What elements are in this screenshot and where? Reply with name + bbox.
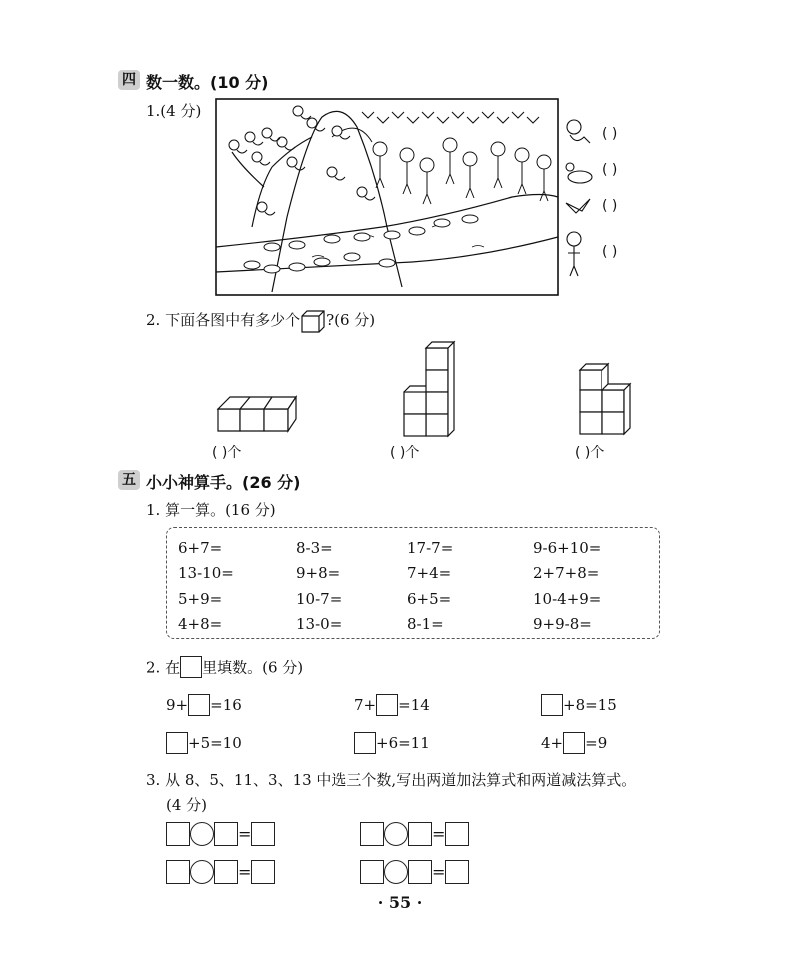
answer-box[interactable]: [166, 732, 188, 754]
legend-icons: [560, 115, 600, 285]
equals-sign: =: [238, 824, 252, 844]
fill-pre: 9+: [166, 696, 189, 714]
operator-circle[interactable]: [190, 860, 214, 884]
fill-pre: 7+: [354, 696, 377, 714]
calc-item[interactable]: 4+8=: [178, 615, 223, 633]
operator-circle[interactable]: [384, 822, 408, 846]
number-box[interactable]: [166, 860, 190, 884]
answer-figure-1[interactable]: ( )个: [212, 445, 242, 461]
bird-icon: [566, 199, 590, 213]
answer-children[interactable]: ( ): [602, 244, 618, 260]
calc-item[interactable]: 9+8=: [296, 564, 341, 582]
equation-template: [360, 822, 469, 846]
answer-box[interactable]: [188, 694, 210, 716]
q5-3-label: 3. 从 8、5、11、3、13 中选三个数,写出两道加法算式和两道减法算式。: [146, 771, 637, 789]
fill-post: +6=11: [376, 734, 430, 752]
answer-ducks[interactable]: ( ): [602, 162, 618, 178]
q5-2-label-pre: 2. 在: [146, 658, 181, 677]
answer-birds[interactable]: ( ): [602, 198, 618, 214]
number-box[interactable]: [408, 860, 432, 884]
answer-figure-3[interactable]: ( )个: [575, 445, 605, 461]
result-box[interactable]: [251, 860, 275, 884]
fill-item: [354, 732, 430, 754]
calc-item[interactable]: 7+4=: [407, 564, 452, 582]
equation-template: [166, 822, 275, 846]
q5-1-label: 1. 算一算。(16 分): [146, 501, 276, 519]
fill-post: =16: [210, 696, 242, 714]
calc-item[interactable]: 9+9-8=: [533, 615, 592, 633]
q5-2-label-post: 里填数。(6 分): [202, 658, 304, 677]
page-number: · 55 ·: [377, 893, 423, 912]
counting-scene-illustration: [212, 97, 562, 297]
q5-2-label: [146, 656, 303, 678]
number-box[interactable]: [166, 822, 190, 846]
calc-item[interactable]: 6+5=: [407, 590, 452, 608]
monkey-icon: [567, 120, 581, 134]
answer-box[interactable]: [354, 732, 376, 754]
cube-figure-2: [400, 338, 460, 438]
calc-item[interactable]: 10-7=: [296, 590, 343, 608]
cube-icon: [300, 309, 326, 333]
calc-item[interactable]: 8-3=: [296, 539, 333, 557]
q4-2-label-pre: 2. 下面各图中有多少个: [146, 311, 301, 329]
calc-item[interactable]: 8-1=: [407, 615, 444, 633]
equation-template: [360, 860, 469, 884]
q5-3-points: (4 分): [166, 796, 208, 814]
equals-sign: =: [432, 824, 446, 844]
fill-post: +8=15: [563, 696, 617, 714]
answer-figure-2[interactable]: ( )个: [390, 445, 420, 461]
q4-1-label: 1.(4 分): [146, 102, 202, 120]
operator-circle[interactable]: [384, 860, 408, 884]
q4-2-label-post: ?(6 分): [326, 311, 376, 329]
number-box[interactable]: [214, 860, 238, 884]
child-icon: [567, 232, 581, 246]
section-5-badge: 五: [118, 470, 140, 490]
fill-post: +5=10: [188, 734, 242, 752]
calc-item[interactable]: 6+7=: [178, 539, 223, 557]
section-5-title: 小小神算手。(26 分): [146, 473, 301, 492]
section-4-badge: 四: [118, 70, 140, 90]
number-box[interactable]: [214, 822, 238, 846]
calc-item[interactable]: 2+7+8=: [533, 564, 600, 582]
result-box[interactable]: [445, 860, 469, 884]
fill-post: =14: [398, 696, 430, 714]
cube-figure-1: [210, 385, 305, 435]
number-box[interactable]: [360, 860, 384, 884]
calc-item[interactable]: 13-10=: [178, 564, 234, 582]
q4-2-label: [146, 309, 375, 333]
number-box[interactable]: [408, 822, 432, 846]
fill-post: =9: [585, 734, 608, 752]
fill-pre: 4+: [541, 734, 564, 752]
calc-item[interactable]: 5+9=: [178, 590, 223, 608]
calc-item[interactable]: 13-0=: [296, 615, 343, 633]
number-box[interactable]: [360, 822, 384, 846]
equation-template: [166, 860, 275, 884]
duck-icon: [568, 171, 592, 183]
answer-box[interactable]: [376, 694, 398, 716]
section-4-title: 数一数。(10 分): [146, 73, 269, 92]
result-box[interactable]: [445, 822, 469, 846]
cube-figure-3: [576, 360, 636, 440]
answer-monkeys[interactable]: ( ): [602, 126, 618, 142]
fill-item: [541, 694, 617, 716]
answer-box[interactable]: [563, 732, 585, 754]
equals-sign: =: [432, 862, 446, 882]
fill-item: [354, 694, 430, 716]
calc-item[interactable]: 17-7=: [407, 539, 454, 557]
box-icon: [180, 656, 202, 678]
answer-box[interactable]: [541, 694, 563, 716]
fill-item: [166, 732, 242, 754]
fill-item: [541, 732, 607, 754]
equals-sign: =: [238, 862, 252, 882]
result-box[interactable]: [251, 822, 275, 846]
calc-item[interactable]: 10-4+9=: [533, 590, 602, 608]
calc-item[interactable]: 9-6+10=: [533, 539, 602, 557]
operator-circle[interactable]: [190, 822, 214, 846]
fill-item: [166, 694, 242, 716]
